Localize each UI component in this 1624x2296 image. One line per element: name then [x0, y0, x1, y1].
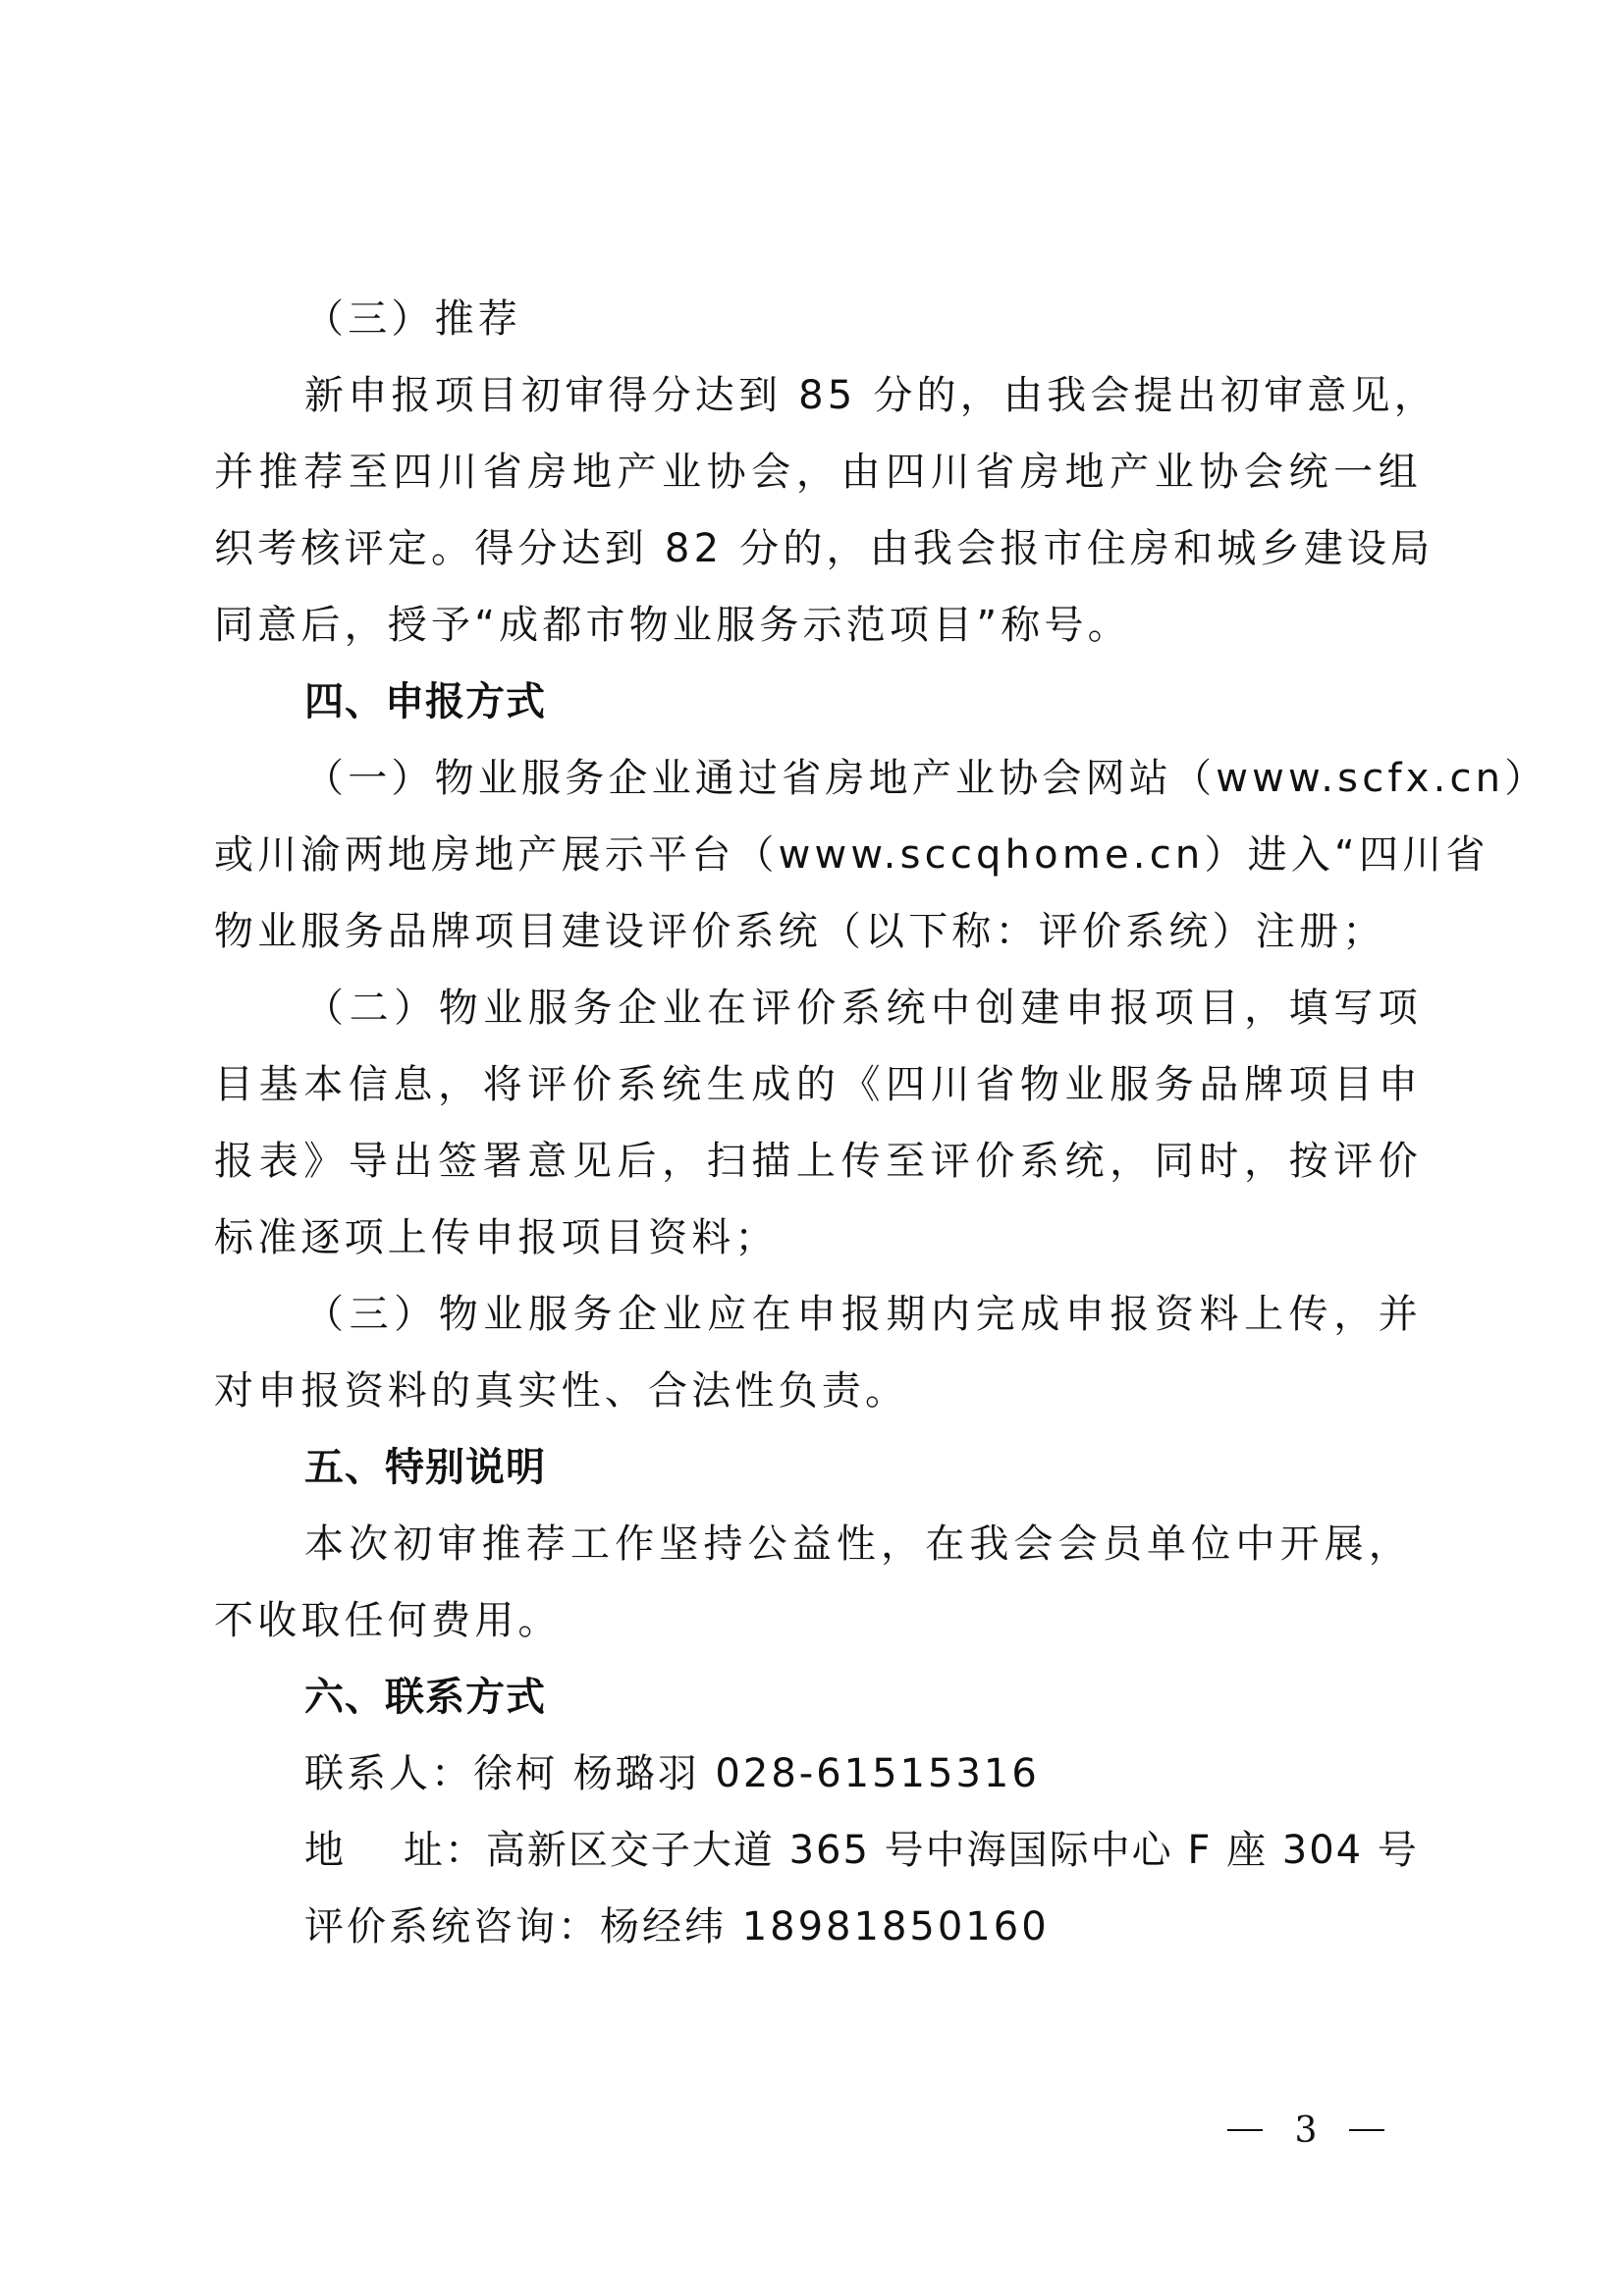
- paragraph-line: 物业服务品牌项目建设评价系统（以下称：评价系统）注册；: [214, 909, 1386, 954]
- contact-persons: 联系人：徐柯 杨璐羽 028-61515316: [304, 1751, 1040, 1796]
- paragraph-line: 织考核评定。得分达到 82 分的，由我会报市住房和城乡建设局: [214, 526, 1435, 571]
- paragraph-line: 目基本信息，将评价系统生成的《四川省物业服务品牌项目申: [214, 1062, 1422, 1107]
- paragraph-line: 不收取任何费用。: [214, 1598, 562, 1643]
- page-number: [1227, 2106, 1384, 2155]
- paragraph-line: 并推荐至四川省房地产业协会，由四川省房地产业协会统一组: [214, 450, 1422, 495]
- system-consultation: 评价系统咨询：杨经纬 18981850160: [304, 1904, 1050, 1949]
- dash-left: [1227, 2129, 1263, 2131]
- subheading-recommend: （三）推荐: [304, 296, 521, 342]
- dash-right: [1349, 2129, 1384, 2131]
- paragraph-line: 报表》导出签署意见后，扫描上传至评价系统，同时，按评价: [214, 1139, 1422, 1184]
- paragraph-line: 同意后，授予“成都市物业服务示范项目”称号。: [214, 603, 1131, 648]
- paragraph-line: 新申报项目初审得分达到 85 分的，由我会提出初审意见，: [304, 373, 1437, 418]
- section-heading-application-method: 四、申报方式: [304, 679, 546, 724]
- paragraph-line: （一）物业服务企业通过省房地产业协会网站（www.scfx.cn）: [304, 756, 1548, 801]
- paragraph-line: 对申报资料的真实性、合法性负责。: [214, 1368, 909, 1414]
- paragraph-line: 本次初审推荐工作坚持公益性，在我会会员单位中开展，: [304, 1522, 1412, 1567]
- paragraph-line: （三）物业服务企业应在申报期内完成申报资料上传，并: [304, 1292, 1422, 1337]
- section-heading-contact: 六、联系方式: [304, 1675, 546, 1720]
- page-number-value: 3: [1294, 2109, 1318, 2151]
- paragraph-line: 或川渝两地房地产展示平台（www.sccqhome.cn）进入“四川省: [214, 832, 1489, 878]
- section-heading-special-notes: 五、特别说明: [304, 1445, 546, 1490]
- contact-address: 地 址：高新区交子大道 365 号中海国际中心 F 座 304 号: [304, 1828, 1419, 1873]
- paragraph-line: （二）物业服务企业在评价系统中创建申报项目，填写项: [304, 986, 1422, 1031]
- paragraph-line: 标准逐项上传申报项目资料；: [214, 1215, 779, 1260]
